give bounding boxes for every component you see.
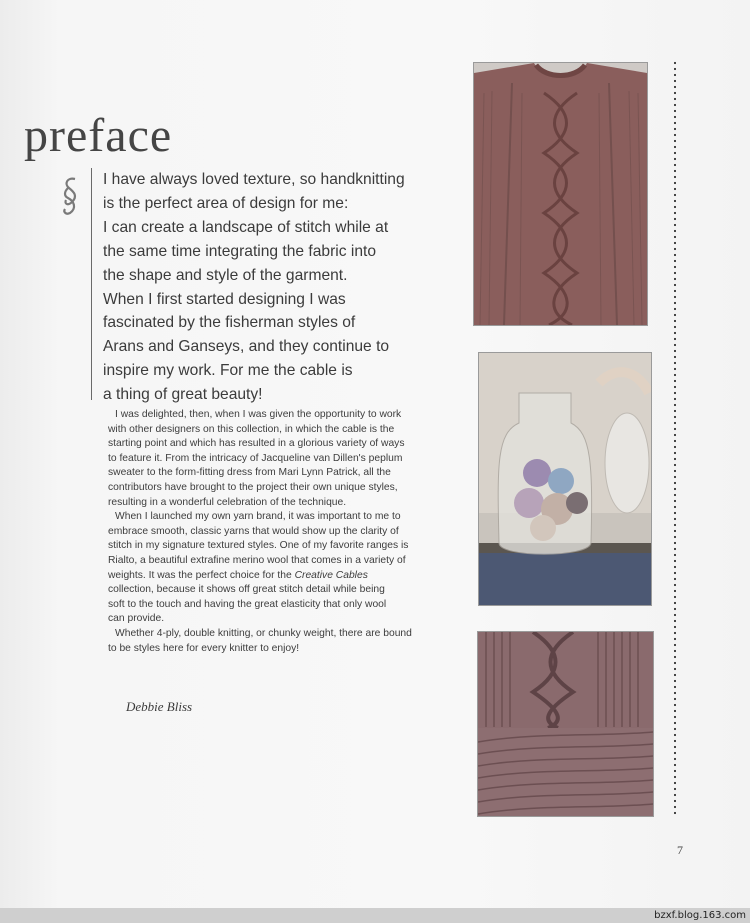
intro-line: inspire my work. For me the cable is [103,362,353,380]
body-line: soft to the touch and having the great elasticity that only wool [108,598,387,610]
watermark: bzxf.blog.163.com [654,910,746,921]
cable-closeup-photo [477,631,654,817]
body-line: to feature it. From the intricacy of Jacqueline van Dillen's peplum [108,452,403,464]
intro-line: Arans and Ganseys, and they continue to [103,338,390,356]
page-number: 7 [677,843,683,857]
body-text [108,408,460,656]
ornament-icon [58,176,84,216]
intro-line: a thing of great beauty! [103,386,263,404]
intro-rule [91,168,92,400]
intro-line: I have always loved texture, so handknitting [103,171,405,188]
body-line: embrace smooth, classic yarns that would show up the clarity of [108,525,399,537]
body-line: to be styles here for every knitter to enjoy! [108,642,300,654]
book-title-italic: Creative Cables [294,569,368,581]
sweater-photo [473,62,648,326]
body-line: I was delighted, then, when I was given the opportunity to work [115,409,402,420]
intro-paragraph [103,168,463,407]
author-signature: Debbie Bliss [126,699,193,714]
body-line: Rialto, a beautiful extrafine merino wool that comes in a variety of [108,554,406,566]
body-line: stitch in my signature textured styles. One of my favorite ranges is [108,540,409,552]
intro-line: fascinated by the fisherman styles of [103,314,356,332]
body-line: with other designers on this collection, in which the cable is the [108,423,395,435]
body-line [108,569,460,584]
intro-line: When I first started designing I was [103,290,346,308]
body-line: resulting in a wonderful celebration of the technique. [108,496,347,508]
intro-line: I can create a landscape of stitch while at [103,218,389,236]
intro-line: is the perfect area of design for me: [103,194,349,212]
intro-line: the shape and style of the garment. [103,266,348,284]
body-line: collection, because it shows off great stitch detail while being [108,584,385,596]
body-line: starting point and which has resulted in a glorious variety of ways [108,438,405,450]
dotted-divider [674,60,676,817]
body-line: can provide. [108,613,165,625]
yarn-jar-photo [478,352,652,606]
body-line-text: weights. It was the perfect choice for the [108,569,295,581]
intro-line: the same time integrating the fabric into [103,242,377,260]
body-line: When I launched my own yarn brand, it was important to me to [115,511,401,523]
scan-bottom-strip [0,908,750,923]
page-title: preface [24,109,173,162]
body-line: sweater to the form-fitting dress from Mari Lynn Patrick, all the [108,467,391,479]
body-line: contributors have brought to the project their own unique styles, [108,481,398,493]
body-line: Whether 4-ply, double knitting, or chunky weight, there are bound [115,627,412,639]
